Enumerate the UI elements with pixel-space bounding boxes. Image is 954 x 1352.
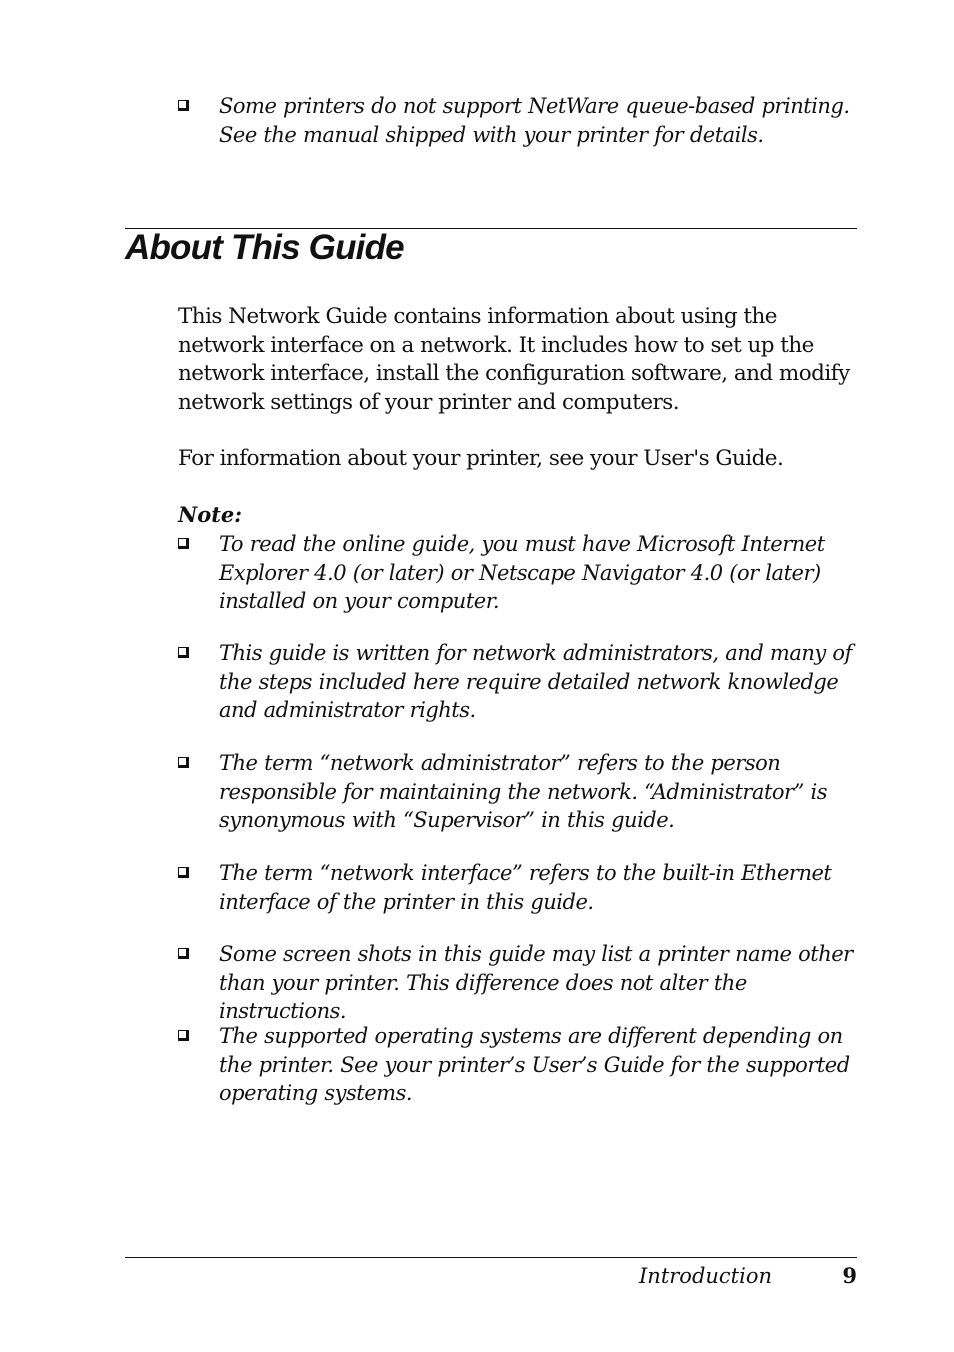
printer-info-paragraph: For information about your printer, see your User's Guide. <box>178 446 784 471</box>
checkbox-bullet-icon <box>178 538 189 549</box>
list-item <box>178 859 856 916</box>
top-note-text: Some printers do not support NetWare queue-based printing. See the manual shipped with your printer for details. <box>219 94 850 147</box>
note-item-text: To read the online guide, you must have Microsoft Internet Explorer 4.0 (or later) or Netscape Navigator 4.0 (or later) installed on your computer. <box>219 532 825 614</box>
section-title: About This Guide <box>125 228 404 267</box>
page-number: 9 <box>842 1263 857 1288</box>
list-item <box>178 749 856 835</box>
checkbox-bullet-icon <box>178 948 189 959</box>
note-item-text: The term “network interface” refers to the built-in Ethernet interface of the printer in this guide. <box>219 861 832 914</box>
footer-section-name: Introduction <box>639 1264 772 1288</box>
note-item-text: The term “network administrator” refers to the person responsible for maintaining the network. “Administrator” is synonymous with “Supervisor” in this guide. <box>219 751 827 833</box>
checkbox-bullet-icon <box>178 757 189 768</box>
footer-divider <box>125 1257 857 1258</box>
checkbox-bullet-icon <box>178 100 189 111</box>
list-item <box>178 940 856 1026</box>
checkbox-bullet-icon <box>178 867 189 878</box>
note-item-text: This guide is written for network administrators, and many of the steps included here require detailed network knowledge and administrator rights. <box>219 641 852 723</box>
list-item <box>178 639 856 725</box>
checkbox-bullet-icon <box>178 647 189 658</box>
note-item-text: The supported operating systems are different depending on the printer. See your printer’s User’s Guide for the supported operating systems. <box>219 1024 850 1106</box>
intro-paragraph: This Network Guide contains information about using the network interface on a network. It includes how to set up the network interface, install the configuration software, and modify network settings of your printer and computers. <box>178 304 850 415</box>
checkbox-bullet-icon <box>178 1030 189 1041</box>
note-item-text: Some screen shots in this guide may list a printer name other than your printer. This difference does not alter the instructions. <box>219 942 853 1024</box>
list-item <box>178 92 856 149</box>
list-item <box>178 530 856 616</box>
note-label: Note: <box>178 502 243 527</box>
list-item <box>178 1022 856 1108</box>
